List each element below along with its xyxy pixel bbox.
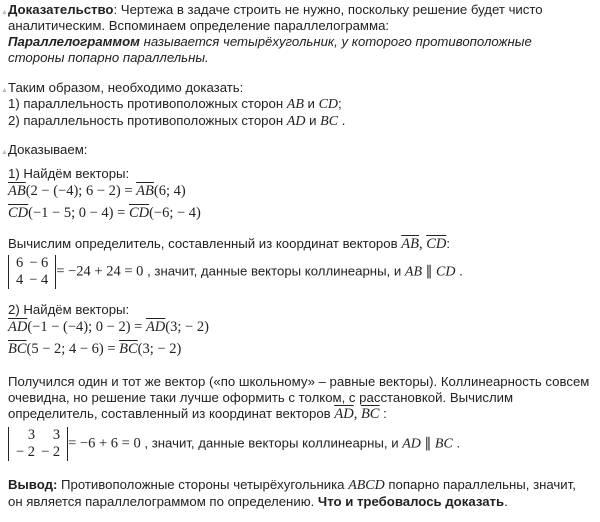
det-cell: 3 <box>27 427 36 443</box>
vector-ad: $\overline{AD}$ <box>145 319 166 335</box>
vector-bc-result: (3; − 2) <box>137 341 182 357</box>
step-2-title: 2) Найдём векторы: <box>8 302 130 317</box>
proof-text-2: аналитическим. Вспоминаем определение параллелограмма: <box>8 18 390 33</box>
colon: : <box>446 236 451 251</box>
definition-text-2: стороны попарно параллельны. <box>8 50 209 65</box>
step-2-paragraph <box>8 374 596 422</box>
det-cell: − 4 <box>29 272 49 288</box>
step-1-title: 1) Найдём векторы: <box>8 166 130 181</box>
vector-cd-expr: (−1 − 5; 0 − 4) = <box>28 205 129 221</box>
det-result: = −6 + 6 = 0 <box>68 435 141 452</box>
vector-ab: $\overline{AB}$ <box>8 183 26 199</box>
vector-bc-expr: (5 − 2; 4 − 6) = <box>26 341 120 357</box>
step-2-determinant <box>8 427 596 461</box>
need-to-prove <box>8 80 596 130</box>
det-conclusion: , значит, данные векторы коллинеарны, и <box>140 435 403 451</box>
definition-term: Параллелограммом <box>8 34 140 49</box>
figure-abcd: ABCD <box>348 478 385 493</box>
vector-ab: $\overline{AB}$ <box>401 236 419 252</box>
vector-ad: $\overline{AD}$ <box>8 319 28 335</box>
vector-ad: $\overline{AD}$ <box>334 406 354 422</box>
vector-cd: $\overline{CD}$ <box>426 236 447 252</box>
determinant-1 <box>8 255 56 289</box>
vector-cd: $\overline{CD}$ <box>128 205 150 221</box>
need-item-2: 2) параллельность противоположных сторон <box>8 113 287 128</box>
proof-intro <box>8 2 596 66</box>
punct: . <box>452 435 461 451</box>
paragraph-line: очевидна, но решение таки лучше оформить с толком, с расстановкой. Вычислим <box>8 390 514 405</box>
punct: ; <box>338 96 342 111</box>
proof-text: : Чертежа в задаче строить не нужно, поскольку решение будет чисто <box>113 2 543 17</box>
punct: . <box>338 113 346 128</box>
determinant-2 <box>8 427 68 461</box>
punct: . <box>455 263 463 279</box>
and-text: и <box>305 113 321 128</box>
segment-ab: AB <box>286 97 304 112</box>
segment-cd: CD <box>318 97 339 112</box>
det-text: Вычислим определитель, составленный из координат векторов <box>8 236 402 251</box>
comma: , <box>418 236 427 252</box>
paragraph-line: определитель, составленный из координат векторов <box>8 406 335 421</box>
vector-ab: $\overline{AB}$ <box>136 183 154 199</box>
vector-bc: $\overline{BC}$ <box>119 341 138 357</box>
det-cell: − 2 <box>16 444 36 460</box>
parallel-symbol: ∥ <box>420 436 435 452</box>
colon: : <box>379 406 387 421</box>
segment-cd: CD <box>436 264 456 280</box>
need-heading: Таким образом, необходимо доказать: <box>8 80 244 95</box>
vector-cd-result: (−6; − 4) <box>149 205 201 221</box>
prove-label: Доказываем: <box>8 142 88 157</box>
vector-ab-expr: (2 − (−4); 6 − 2) = <box>25 183 137 199</box>
need-item-1: 1) параллельность противоположных сторон <box>8 96 287 111</box>
conclusion-text: попарно параллельны, значит, <box>384 477 576 492</box>
bullet-marker: ▲ <box>1 87 8 94</box>
vector-ad-expr: (−1 − (−4); 0 − 2) = <box>27 319 146 335</box>
bullet-marker: ▲ <box>1 9 8 16</box>
step-1 <box>8 166 596 221</box>
comma: , <box>353 406 361 422</box>
bullet-marker: ▲ <box>1 149 8 156</box>
vector-bc: $\overline{BC}$ <box>360 406 380 422</box>
det-cell: − 6 <box>29 255 49 271</box>
punct: . <box>504 494 508 509</box>
vector-cd: $\overline{CD}$ <box>8 205 29 221</box>
det-cell: 4 <box>16 272 24 288</box>
segment-bc: BC <box>320 114 339 129</box>
paragraph-line: Получился один и тот же вектор («по школьному» – равные векторы). Коллинеарность совсем <box>8 374 590 389</box>
vector-ad-result: (3; − 2) <box>165 319 209 335</box>
det-cell: − 2 <box>41 444 61 460</box>
step-1-det-text <box>8 236 596 252</box>
definition-text: называется четырёхугольник, у которого противоположные <box>139 34 532 49</box>
step-2 <box>8 302 596 357</box>
vector-bc: $\overline{BC}$ <box>8 341 27 357</box>
step-1-determinant <box>8 255 596 289</box>
and-text: и <box>303 96 319 111</box>
conclusion-text-2: он является параллелограммом по определению. <box>8 494 318 509</box>
segment-ad: AD <box>286 114 306 129</box>
det-conclusion: , значит, данные векторы коллинеарны, и <box>143 263 405 279</box>
segment-ab: AB <box>404 264 423 280</box>
segment-bc: BC <box>434 436 453 452</box>
det-cell: 6 <box>16 255 24 271</box>
conclusion-label: Вывод: <box>8 477 58 492</box>
vector-ab-result: (6; 4) <box>153 183 186 199</box>
parallel-symbol: ∥ <box>422 264 437 280</box>
qed-text: Что и требовалось доказать <box>317 494 505 509</box>
segment-ad: AD <box>402 436 421 452</box>
conclusion <box>8 477 596 510</box>
proof-label: Доказательство <box>8 2 114 17</box>
conclusion-text: Противоположные стороны четырёхугольника <box>57 477 349 492</box>
det-result: = −24 + 24 = 0 <box>56 263 144 280</box>
det-cell: 3 <box>52 427 61 443</box>
